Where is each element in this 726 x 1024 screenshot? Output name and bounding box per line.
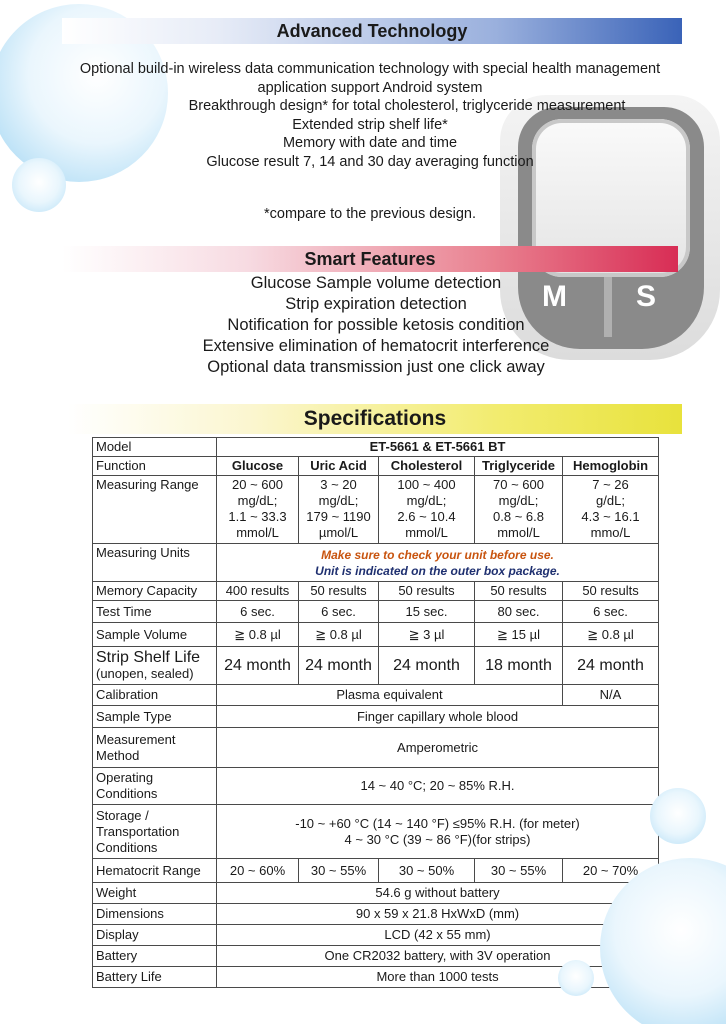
row-label: Function xyxy=(93,457,217,476)
table-cell: 30 ~ 55% xyxy=(475,859,563,883)
range-cell xyxy=(299,476,379,544)
advanced-line: Glucose result 7, 14 and 30 day averaging function xyxy=(206,153,534,170)
table-row xyxy=(93,904,659,925)
advanced-line: application support Android system xyxy=(257,79,483,96)
storage-line: 4 ~ 30 °C (39 ~ 86 °F)(for strips) xyxy=(344,831,531,847)
table-cell xyxy=(217,805,659,859)
range-line: 0.8 ~ 6.8 xyxy=(493,509,544,524)
smart-feature: Strip expiration detection xyxy=(285,295,467,313)
advanced-technology-banner: Advanced Technology xyxy=(62,18,682,44)
smart-feature: Notification for possible ketosis condition xyxy=(227,316,525,334)
table-row xyxy=(93,438,659,457)
range-cell xyxy=(475,476,563,544)
table-cell: 20 ~ 70% xyxy=(563,859,659,883)
shelf-life-sublabel: (unopen, sealed) xyxy=(96,665,194,681)
row-label xyxy=(93,647,217,685)
table-row xyxy=(93,647,659,685)
table-cell: 30 ~ 55% xyxy=(299,859,379,883)
table-row xyxy=(93,706,659,728)
smart-features-banner: Smart Features xyxy=(62,246,678,272)
table-cell: 6 sec. xyxy=(217,601,299,623)
advanced-line: Extended strip shelf life* xyxy=(292,116,448,133)
row-label: Measuring Units xyxy=(93,544,217,582)
table-cell: 14 ~ 40 °C; 20 ~ 85% R.H. xyxy=(217,768,659,805)
model-value: ET-5661 & ET-5661 BT xyxy=(217,438,659,457)
range-line: mg/dL; xyxy=(498,493,539,508)
specifications-table xyxy=(92,437,659,988)
table-cell: 6 sec. xyxy=(299,601,379,623)
range-line: µmol/L xyxy=(318,525,359,540)
row-label xyxy=(93,728,217,768)
table-cell: 18 month xyxy=(475,647,563,685)
table-cell: 30 ~ 50% xyxy=(379,859,475,883)
range-cell xyxy=(217,476,299,544)
table-cell: 50 results xyxy=(379,582,475,601)
function-header: Hemoglobin xyxy=(563,457,659,476)
range-line: mmol/L xyxy=(236,525,279,540)
table-cell: LCD (42 x 55 mm) xyxy=(217,925,659,946)
row-label: Sample Volume xyxy=(93,623,217,647)
range-line: mmol/L xyxy=(497,525,540,540)
range-line: 1.1 ~ 33.3 xyxy=(228,509,287,524)
table-cell: 15 sec. xyxy=(379,601,475,623)
function-header: Glucose xyxy=(217,457,299,476)
table-cell: Amperometric xyxy=(217,728,659,768)
table-cell: 50 results xyxy=(563,582,659,601)
decorative-bubble xyxy=(558,960,594,996)
table-cell: 80 sec. xyxy=(475,601,563,623)
label-line: Conditions xyxy=(96,839,158,855)
table-row xyxy=(93,859,659,883)
table-row xyxy=(93,544,659,582)
range-cell xyxy=(379,476,475,544)
table-row xyxy=(93,883,659,904)
table-row xyxy=(93,685,659,706)
table-row xyxy=(93,805,659,859)
smart-feature: Optional data transmission just one click away xyxy=(207,358,545,376)
table-cell: Finger capillary whole blood xyxy=(217,706,659,728)
shelf-life-label: Strip Shelf Life xyxy=(96,648,201,666)
table-row xyxy=(93,457,659,476)
table-cell: One CR2032 battery, with 3V operation xyxy=(217,946,659,967)
smart-feature: Extensive elimination of hematocrit interference xyxy=(202,337,550,355)
storage-line: -10 ~ +60 °C (14 ~ 140 °F) ≤95% R.H. (for meter) xyxy=(295,815,580,831)
range-line: 2.6 ~ 10.4 xyxy=(397,509,456,524)
range-line: 3 ~ 20 xyxy=(320,477,357,492)
table-cell: ≧ 0.8 µl xyxy=(563,623,659,647)
range-line: 7 ~ 26 xyxy=(592,477,629,492)
range-line: 100 ~ 400 xyxy=(397,477,456,492)
range-line: mg/dL; xyxy=(318,493,359,508)
row-label: Battery Life xyxy=(93,967,217,988)
label-line: Storage / xyxy=(96,807,149,823)
row-label: Test Time xyxy=(93,601,217,623)
specifications-banner: Specifications xyxy=(68,404,682,434)
row-label xyxy=(93,768,217,805)
row-label xyxy=(93,805,217,859)
advanced-line: Optional build-in wireless data communication technology with special health management xyxy=(79,61,661,77)
row-label: Memory Capacity xyxy=(93,582,217,601)
advanced-technology-text xyxy=(40,60,700,171)
comparison-footnote: *compare to the previous design. xyxy=(264,206,476,222)
table-cell: 90 x 59 x 21.8 HxWxD (mm) xyxy=(217,904,659,925)
row-label: Sample Type xyxy=(93,706,217,728)
function-header: Triglyceride xyxy=(475,457,563,476)
smart-feature: Glucose Sample volume detection xyxy=(250,274,502,292)
table-cell: 24 month xyxy=(379,647,475,685)
row-label: Measuring Range xyxy=(93,476,217,544)
table-row xyxy=(93,768,659,805)
table-cell: 50 results xyxy=(475,582,563,601)
label-line: Operating xyxy=(96,770,154,785)
table-cell: 24 month xyxy=(217,647,299,685)
label-line: Transportation xyxy=(96,823,180,839)
function-header: Cholesterol xyxy=(379,457,475,476)
range-line: 20 ~ 600 xyxy=(232,477,283,492)
units-note-cell xyxy=(217,544,659,582)
table-row xyxy=(93,623,659,647)
row-label: Weight xyxy=(93,883,217,904)
table-cell: N/A xyxy=(563,685,659,706)
label-line: Measurement xyxy=(96,731,176,747)
table-cell: 20 ~ 60% xyxy=(217,859,299,883)
table-cell: More than 1000 tests xyxy=(217,967,659,988)
row-label: Dimensions xyxy=(93,904,217,925)
meter-s-button: S xyxy=(636,280,657,313)
range-line: mmo/L xyxy=(590,525,631,540)
range-line: 179 ~ 1190 xyxy=(306,509,371,524)
table-cell: ≧ 0.8 µl xyxy=(217,623,299,647)
table-cell: 54.6 g without battery xyxy=(217,883,659,904)
label-line: Conditions xyxy=(96,786,158,801)
table-cell: 24 month xyxy=(299,647,379,685)
meter-m-button: M xyxy=(542,280,567,313)
table-row xyxy=(93,582,659,601)
range-line: 70 ~ 600 xyxy=(493,477,544,492)
decorative-bubble xyxy=(650,788,706,844)
advanced-line: Breakthrough design* for total cholesterol, triglyceride measurement xyxy=(188,98,626,114)
row-label: Hematocrit Range xyxy=(93,859,217,883)
row-label: Display xyxy=(93,925,217,946)
table-cell: 50 results xyxy=(299,582,379,601)
range-line: mg/dL; xyxy=(237,493,278,508)
table-row xyxy=(93,925,659,946)
range-line: 4.3 ~ 16.1 xyxy=(581,509,640,524)
table-cell: ≧ 0.8 µl xyxy=(299,623,379,647)
row-label: Calibration xyxy=(93,685,217,706)
row-label: Model xyxy=(93,438,217,457)
units-warning: Make sure to check your unit before use. xyxy=(321,547,554,562)
range-line: mmol/L xyxy=(405,525,448,540)
range-line: g/dL; xyxy=(596,493,625,508)
table-cell: 6 sec. xyxy=(563,601,659,623)
table-cell: 24 month xyxy=(563,647,659,685)
row-label: Battery xyxy=(93,946,217,967)
advanced-line: Memory with date and time xyxy=(282,135,458,151)
table-cell: ≧ 15 µl xyxy=(475,623,563,647)
label-line: Method xyxy=(96,747,140,763)
table-row xyxy=(93,601,659,623)
table-cell: ≧ 3 µl xyxy=(379,623,475,647)
table-row xyxy=(93,728,659,768)
range-cell xyxy=(563,476,659,544)
table-cell: Plasma equivalent xyxy=(217,685,563,706)
function-header: Uric Acid xyxy=(299,457,379,476)
units-info: Unit is indicated on the outer box package. xyxy=(315,563,560,578)
smart-features-list xyxy=(0,273,726,378)
table-cell: 400 results xyxy=(217,582,299,601)
range-line: mg/dL; xyxy=(406,493,447,508)
table-row xyxy=(93,476,659,544)
